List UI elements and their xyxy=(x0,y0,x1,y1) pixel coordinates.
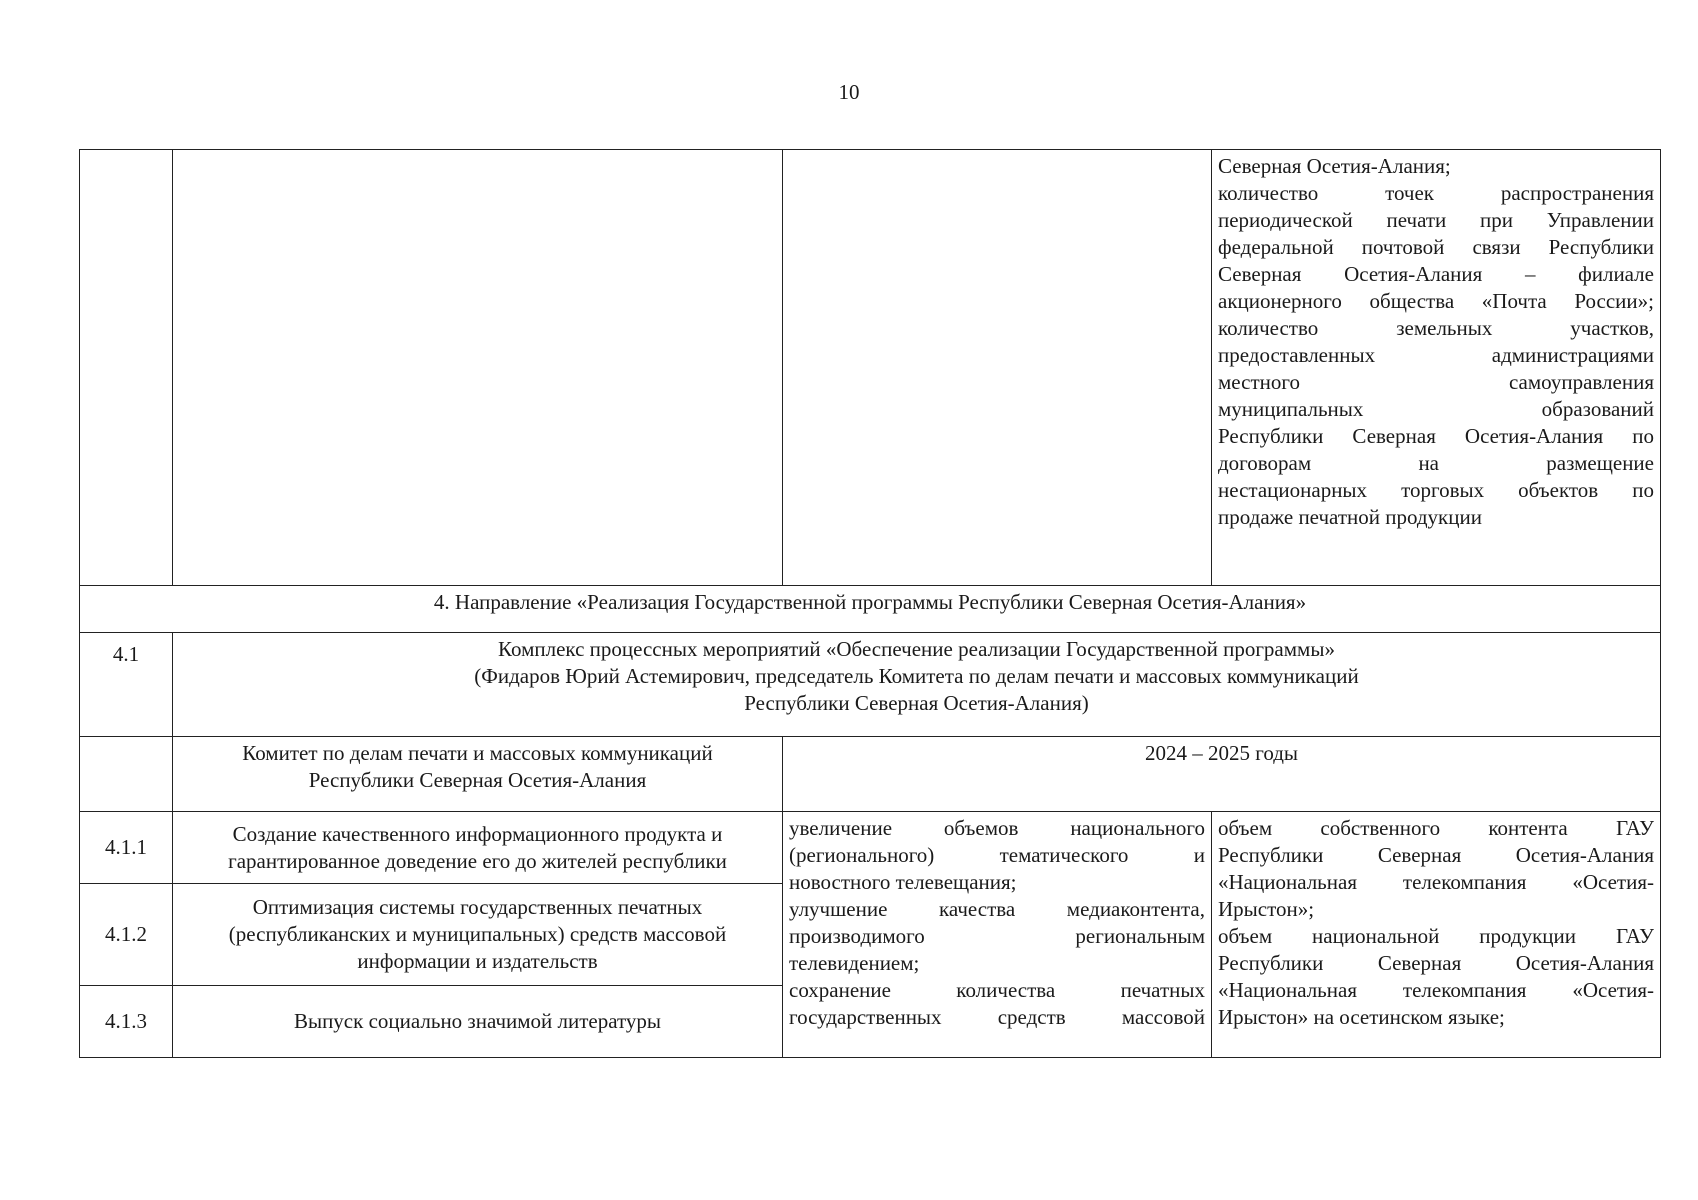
organization-line: Комитет по делам печати и массовых коммуникаций xyxy=(242,741,713,765)
indicator-line: периодической печати при Управлении xyxy=(1218,208,1654,232)
indicator-line: Ирыстон» на осетинском языке; xyxy=(1218,1005,1505,1029)
indicator-line: объем собственного контента ГАУ xyxy=(1218,816,1654,840)
effect-line: новостного телевещания; xyxy=(789,870,1017,894)
complex-line: Республики Северная Осетия-Алания) xyxy=(744,691,1089,715)
effects-cell xyxy=(783,812,1212,1058)
indicator-line: «Национальная телекомпания «Осетия- xyxy=(1218,870,1654,894)
effect-line: телевидением; xyxy=(789,951,920,975)
indicator-line: предоставленных администрациями xyxy=(1218,343,1654,367)
complex-description xyxy=(173,633,1661,737)
effect-line: (регионального) тематического и xyxy=(789,843,1205,867)
indicator-line: количество точек распространения xyxy=(1218,181,1654,205)
effect-line: сохранение количества печатных xyxy=(789,978,1205,1002)
complex-row xyxy=(80,633,1661,737)
indicator-line: муниципальных образований xyxy=(1218,397,1654,421)
row-number-cell xyxy=(80,150,173,586)
empty-cell xyxy=(173,150,783,586)
task-line: Выпуск социально значимой литературы xyxy=(293,1009,662,1033)
task-line: гарантированное доведение его до жителей республики xyxy=(228,848,727,873)
indicator-line: Северная Осетия-Алания; xyxy=(1218,154,1451,178)
task-title xyxy=(173,986,783,1058)
task-number: 4.1.3 xyxy=(80,986,173,1058)
indicators-cell xyxy=(1212,150,1661,586)
indicator-line: объем национальной продукции ГАУ xyxy=(1218,924,1654,948)
complex-line: (Фидаров Юрий Астемирович, председатель Комитета по делам печати и массовых коммуникаций xyxy=(474,664,1359,688)
task-line: Создание качественного информационного продукта и xyxy=(232,821,723,846)
responsible-row xyxy=(80,737,1661,812)
indicator-line: федеральной почтовой связи Республики xyxy=(1218,235,1654,259)
implementation-period: 2024 – 2025 годы xyxy=(783,737,1661,812)
direction-row xyxy=(80,586,1661,633)
table-row xyxy=(80,150,1661,586)
indicator-line: Республики Северная Осетия-Алания xyxy=(1218,951,1654,975)
indicator-line: нестационарных торговых объектов по xyxy=(1218,478,1654,502)
empty-cell xyxy=(80,737,173,812)
task-title xyxy=(173,812,783,884)
indicator-line: акционерного общества «Почта России»; xyxy=(1218,289,1654,313)
organization-line: Республики Северная Осетия-Алания xyxy=(308,768,647,792)
task-line: (республиканских и муниципальных) средств массовой xyxy=(228,922,727,946)
indicator-line: Республики Северная Осетия-Алания по xyxy=(1218,424,1654,448)
task-line: информации и издательств xyxy=(357,949,598,973)
task-line: Оптимизация системы государственных печатных xyxy=(252,895,703,919)
page-number: 10 xyxy=(838,80,860,104)
complex-number: 4.1 xyxy=(80,633,173,737)
effect-line: улучшение качества медиаконтента, xyxy=(789,897,1205,921)
complex-line: Комплекс процессных мероприятий «Обеспечение реализации Государственной программы» xyxy=(498,637,1335,661)
effect-line: государственных средств массовой xyxy=(789,1005,1205,1029)
direction-title: 4. Направление «Реализация Государственной программы Республики Северная Осетия-Алания» xyxy=(80,586,1661,633)
indicators-cell xyxy=(1212,812,1661,1058)
task-number: 4.1.1 xyxy=(80,812,173,884)
task-row xyxy=(80,812,1661,884)
program-table xyxy=(79,149,1661,1058)
empty-cell xyxy=(783,150,1212,586)
effect-line: производимого региональным xyxy=(789,924,1205,948)
indicator-line: Ирыстон»; xyxy=(1218,897,1315,921)
indicator-line: Северная Осетия-Алания – филиале xyxy=(1218,262,1654,286)
indicator-line: Республики Северная Осетия-Алания xyxy=(1218,843,1654,867)
effect-line: увеличение объемов национального xyxy=(789,816,1205,840)
indicator-line: количество земельных участков, xyxy=(1218,316,1654,340)
indicator-line: «Национальная телекомпания «Осетия- xyxy=(1218,978,1654,1002)
task-number: 4.1.2 xyxy=(80,884,173,986)
indicator-line: продаже печатной продукции xyxy=(1218,505,1482,529)
indicator-line: договорам на размещение xyxy=(1218,451,1654,475)
responsible-organization xyxy=(173,737,783,812)
task-title xyxy=(173,884,783,986)
indicator-line: местного самоуправления xyxy=(1218,370,1654,394)
